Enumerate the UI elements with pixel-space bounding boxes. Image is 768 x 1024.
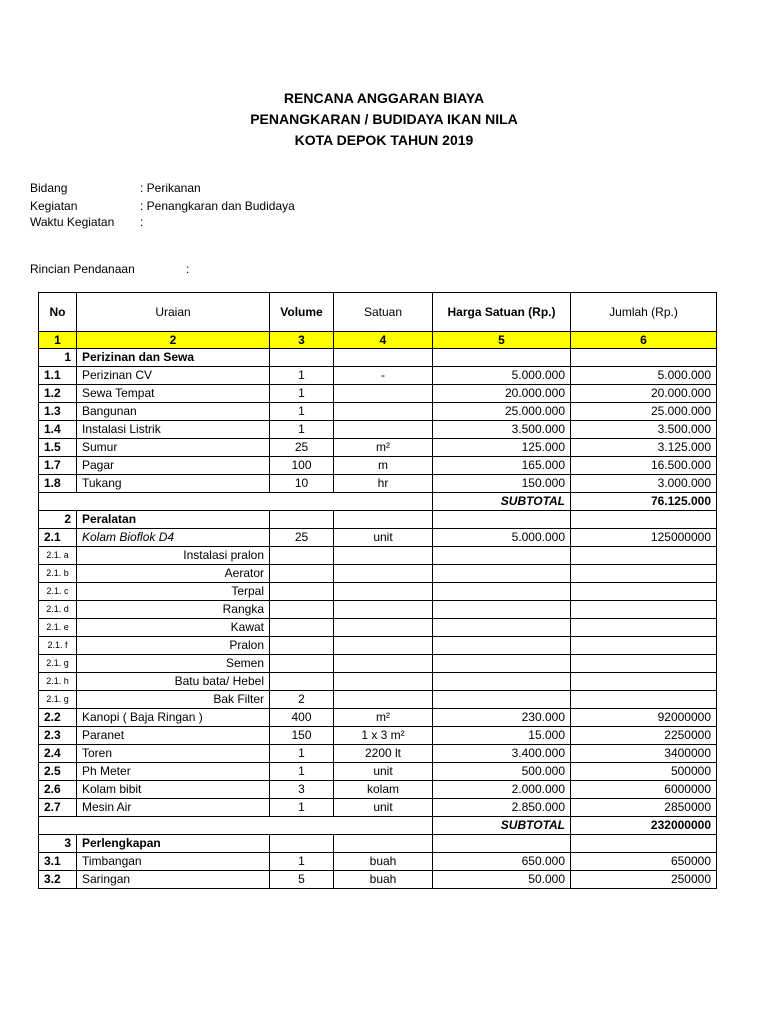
row-jumlah: 3.125.000: [571, 439, 717, 457]
row-jumlah: [571, 547, 717, 565]
empty-cell: [433, 511, 571, 529]
subtotal-value: 76.125.000: [571, 493, 717, 511]
row-jumlah: [571, 655, 717, 673]
table-row: [39, 421, 717, 439]
row-number: 2.4: [39, 745, 77, 763]
row-satuan: [334, 565, 433, 583]
row-jumlah: 20.000.000: [571, 385, 717, 403]
row-harga: [433, 547, 571, 565]
row-jumlah: 650000: [571, 853, 717, 871]
row-satuan: [334, 385, 433, 403]
row-uraian: Perizinan CV: [77, 367, 270, 385]
row-harga: [433, 691, 571, 709]
row-jumlah: 5.000.000: [571, 367, 717, 385]
row-harga: 5.000.000: [433, 529, 571, 547]
row-number: 2.1. e: [39, 619, 77, 637]
empty-cell: [571, 349, 717, 367]
row-number: 1.5: [39, 439, 77, 457]
row-satuan: [334, 403, 433, 421]
row-satuan: m: [334, 457, 433, 475]
row-uraian: Ph Meter: [77, 763, 270, 781]
table-row: [39, 439, 717, 457]
row-satuan: m²: [334, 709, 433, 727]
row-volume: [270, 619, 334, 637]
row-harga: 2.850.000: [433, 799, 571, 817]
row-volume: [270, 583, 334, 601]
row-uraian: Kanopi ( Baja Ringan ): [77, 709, 270, 727]
subtotal-value: 232000000: [571, 817, 717, 835]
row-jumlah: [571, 619, 717, 637]
table-row: [39, 583, 717, 601]
row-satuan: [334, 547, 433, 565]
kegiatan-value: : Penangkaran dan Budidaya: [140, 199, 295, 213]
row-uraian: Instalasi Listrik: [77, 421, 270, 439]
empty-cell: [334, 349, 433, 367]
empty-cell: [334, 835, 433, 853]
row-volume: 1: [270, 421, 334, 439]
section-title: Perizinan dan Sewa: [77, 349, 270, 367]
row-satuan: [334, 421, 433, 439]
row-harga: 2.000.000: [433, 781, 571, 799]
row-uraian: Kawat: [77, 619, 270, 637]
table-row: [39, 655, 717, 673]
row-harga: 25.000.000: [433, 403, 571, 421]
row-number: 2.1. d: [39, 601, 77, 619]
row-number: 2.1. b: [39, 565, 77, 583]
table-row: [39, 781, 717, 799]
row-jumlah: 3.500.000: [571, 421, 717, 439]
row-volume: 25: [270, 439, 334, 457]
column-number: 6: [571, 332, 717, 349]
row-harga: [433, 619, 571, 637]
waktu-value: :: [140, 215, 144, 229]
row-uraian: Sumur: [77, 439, 270, 457]
row-jumlah: [571, 601, 717, 619]
row-satuan: hr: [334, 475, 433, 493]
row-harga: 3.400.000: [433, 745, 571, 763]
row-jumlah: 250000: [571, 871, 717, 889]
row-volume: 400: [270, 709, 334, 727]
row-volume: 5: [270, 871, 334, 889]
row-harga: 500.000: [433, 763, 571, 781]
table-row: [39, 367, 717, 385]
row-satuan: buah: [334, 853, 433, 871]
row-satuan: [334, 691, 433, 709]
subtotal-label: SUBTOTAL: [433, 493, 571, 511]
row-uraian: Terpal: [77, 583, 270, 601]
row-number: 2.1. c: [39, 583, 77, 601]
row-harga: 5.000.000: [433, 367, 571, 385]
subtotal-blank: [39, 817, 433, 835]
row-harga: [433, 565, 571, 583]
row-number: 2.2: [39, 709, 77, 727]
table-row: [39, 385, 717, 403]
row-volume: 2: [270, 691, 334, 709]
row-jumlah: 6000000: [571, 781, 717, 799]
column-number: 4: [334, 332, 433, 349]
bidang-label: Bidang: [30, 181, 68, 195]
column-number: 2: [77, 332, 270, 349]
header-uraian: Uraian: [77, 293, 270, 332]
doc-title-line1: RENCANA ANGGARAN BIAYA: [283, 90, 485, 106]
row-number: 2.1: [39, 529, 77, 547]
row-satuan: 2200 lt: [334, 745, 433, 763]
row-number: 1.7: [39, 457, 77, 475]
row-satuan: [334, 637, 433, 655]
row-uraian: Bak Filter: [77, 691, 270, 709]
row-jumlah: 25.000.000: [571, 403, 717, 421]
row-volume: 150: [270, 727, 334, 745]
rincian-value: :: [186, 262, 190, 276]
row-volume: 1: [270, 385, 334, 403]
row-uraian: Instalasi pralon: [77, 547, 270, 565]
row-number: 2.5: [39, 763, 77, 781]
row-harga: 230.000: [433, 709, 571, 727]
header-row: [39, 293, 717, 332]
subtotal-row: [39, 493, 717, 511]
row-number: 2.7: [39, 799, 77, 817]
row-uraian: Semen: [77, 655, 270, 673]
column-number-row: [39, 332, 717, 349]
row-number: 1.4: [39, 421, 77, 439]
bidang-value: : Perikanan: [140, 181, 201, 195]
row-uraian: Kolam bibit: [77, 781, 270, 799]
row-satuan: -: [334, 367, 433, 385]
row-satuan: buah: [334, 871, 433, 889]
row-volume: [270, 565, 334, 583]
budget-table: [38, 292, 717, 889]
subtotal-label: SUBTOTAL: [433, 817, 571, 835]
row-jumlah: 2250000: [571, 727, 717, 745]
table-row: [39, 691, 717, 709]
row-jumlah: [571, 673, 717, 691]
table-row: [39, 403, 717, 421]
section-number: 3: [39, 835, 77, 853]
row-harga: 50.000: [433, 871, 571, 889]
row-number: 2.1. g: [39, 691, 77, 709]
row-satuan: [334, 619, 433, 637]
row-number: 2.3: [39, 727, 77, 745]
row-uraian: Sewa Tempat: [77, 385, 270, 403]
waktu-label: Waktu Kegiatan: [30, 215, 115, 229]
table-row: [39, 619, 717, 637]
row-number: 2.6: [39, 781, 77, 799]
row-satuan: m²: [334, 439, 433, 457]
row-satuan: kolam: [334, 781, 433, 799]
table-row: [39, 763, 717, 781]
row-volume: 100: [270, 457, 334, 475]
row-uraian: Toren: [77, 745, 270, 763]
row-jumlah: 16.500.000: [571, 457, 717, 475]
row-harga: [433, 655, 571, 673]
empty-cell: [334, 511, 433, 529]
table-row: [39, 529, 717, 547]
section-title: Peralatan: [77, 511, 270, 529]
row-volume: [270, 547, 334, 565]
section-header-row: [39, 511, 717, 529]
empty-cell: [270, 349, 334, 367]
row-harga: 125.000: [433, 439, 571, 457]
row-number: 2.1. f: [39, 637, 77, 655]
row-number: 1.2: [39, 385, 77, 403]
row-jumlah: [571, 691, 717, 709]
doc-title-line3: KOTA DEPOK TAHUN 2019: [294, 132, 474, 148]
row-jumlah: [571, 637, 717, 655]
section-header-row: [39, 835, 717, 853]
row-harga: [433, 583, 571, 601]
row-uraian: Saringan: [77, 871, 270, 889]
row-harga: 15.000: [433, 727, 571, 745]
row-uraian: Bangunan: [77, 403, 270, 421]
row-volume: 1: [270, 763, 334, 781]
row-jumlah: 2850000: [571, 799, 717, 817]
row-number: 2.1. h: [39, 673, 77, 691]
subtotal-blank: [39, 493, 433, 511]
row-satuan: [334, 673, 433, 691]
column-number: 5: [433, 332, 571, 349]
row-volume: [270, 673, 334, 691]
table-row: [39, 475, 717, 493]
row-uraian: Aerator: [77, 565, 270, 583]
table-row: [39, 601, 717, 619]
row-uraian: Batu bata/ Hebel: [77, 673, 270, 691]
column-number: 1: [39, 332, 77, 349]
row-satuan: [334, 601, 433, 619]
row-volume: 1: [270, 799, 334, 817]
row-uraian: Mesin Air: [77, 799, 270, 817]
empty-cell: [270, 835, 334, 853]
row-number: 2.1. a: [39, 547, 77, 565]
row-satuan: [334, 655, 433, 673]
row-harga: 20.000.000: [433, 385, 571, 403]
row-volume: 1: [270, 853, 334, 871]
table-row: [39, 673, 717, 691]
row-harga: [433, 601, 571, 619]
empty-cell: [571, 835, 717, 853]
row-volume: 1: [270, 403, 334, 421]
row-volume: 10: [270, 475, 334, 493]
row-harga: 150.000: [433, 475, 571, 493]
row-number: 1.1: [39, 367, 77, 385]
row-uraian: Paranet: [77, 727, 270, 745]
row-harga: [433, 673, 571, 691]
row-harga: [433, 637, 571, 655]
row-satuan: unit: [334, 763, 433, 781]
row-volume: [270, 601, 334, 619]
table-row: [39, 799, 717, 817]
column-number: 3: [270, 332, 334, 349]
table-row: [39, 565, 717, 583]
empty-cell: [433, 835, 571, 853]
table-body: [39, 349, 717, 889]
header-jumlah: Jumlah (Rp.): [571, 293, 717, 332]
row-uraian: Kolam Bioflok D4: [77, 529, 270, 547]
row-harga: 650.000: [433, 853, 571, 871]
row-jumlah: 3400000: [571, 745, 717, 763]
kegiatan-label: Kegiatan: [30, 199, 78, 213]
row-number: 3.2: [39, 871, 77, 889]
row-uraian: Pagar: [77, 457, 270, 475]
row-uraian: Tukang: [77, 475, 270, 493]
row-number: 2.1. g: [39, 655, 77, 673]
row-harga: 3.500.000: [433, 421, 571, 439]
header-harga: Harga Satuan (Rp.): [433, 293, 571, 332]
row-volume: 3: [270, 781, 334, 799]
row-satuan: unit: [334, 799, 433, 817]
row-satuan: [334, 583, 433, 601]
header-volume: Volume: [270, 293, 334, 332]
row-harga: 165.000: [433, 457, 571, 475]
table-row: [39, 745, 717, 763]
row-jumlah: 92000000: [571, 709, 717, 727]
row-volume: [270, 637, 334, 655]
empty-cell: [433, 349, 571, 367]
section-number: 2: [39, 511, 77, 529]
section-header-row: [39, 349, 717, 367]
row-uraian: Rangka: [77, 601, 270, 619]
row-number: 1.3: [39, 403, 77, 421]
row-number: 1.8: [39, 475, 77, 493]
row-volume: 1: [270, 745, 334, 763]
table-row: [39, 871, 717, 889]
table-row: [39, 853, 717, 871]
row-jumlah: [571, 565, 717, 583]
row-jumlah: [571, 583, 717, 601]
header-no: No: [39, 293, 77, 332]
row-uraian: Timbangan: [77, 853, 270, 871]
row-jumlah: 3.000.000: [571, 475, 717, 493]
empty-cell: [270, 511, 334, 529]
row-jumlah: 500000: [571, 763, 717, 781]
row-volume: [270, 655, 334, 673]
rincian-label: Rincian Pendanaan: [30, 262, 135, 276]
row-uraian: Pralon: [77, 637, 270, 655]
row-number: 3.1: [39, 853, 77, 871]
section-number: 1: [39, 349, 77, 367]
empty-cell: [571, 511, 717, 529]
table-row: [39, 547, 717, 565]
row-satuan: unit: [334, 529, 433, 547]
table-row: [39, 457, 717, 475]
subtotal-row: [39, 817, 717, 835]
doc-title-line2: PENANGKARAN / BUDIDAYA IKAN NILA: [250, 111, 518, 127]
section-title: Perlengkapan: [77, 835, 270, 853]
table-row: [39, 637, 717, 655]
header-satuan: Satuan: [334, 293, 433, 332]
table-row: [39, 709, 717, 727]
row-jumlah: 125000000: [571, 529, 717, 547]
row-satuan: 1 x 3 m²: [334, 727, 433, 745]
row-volume: 25: [270, 529, 334, 547]
row-volume: 1: [270, 367, 334, 385]
table-row: [39, 727, 717, 745]
